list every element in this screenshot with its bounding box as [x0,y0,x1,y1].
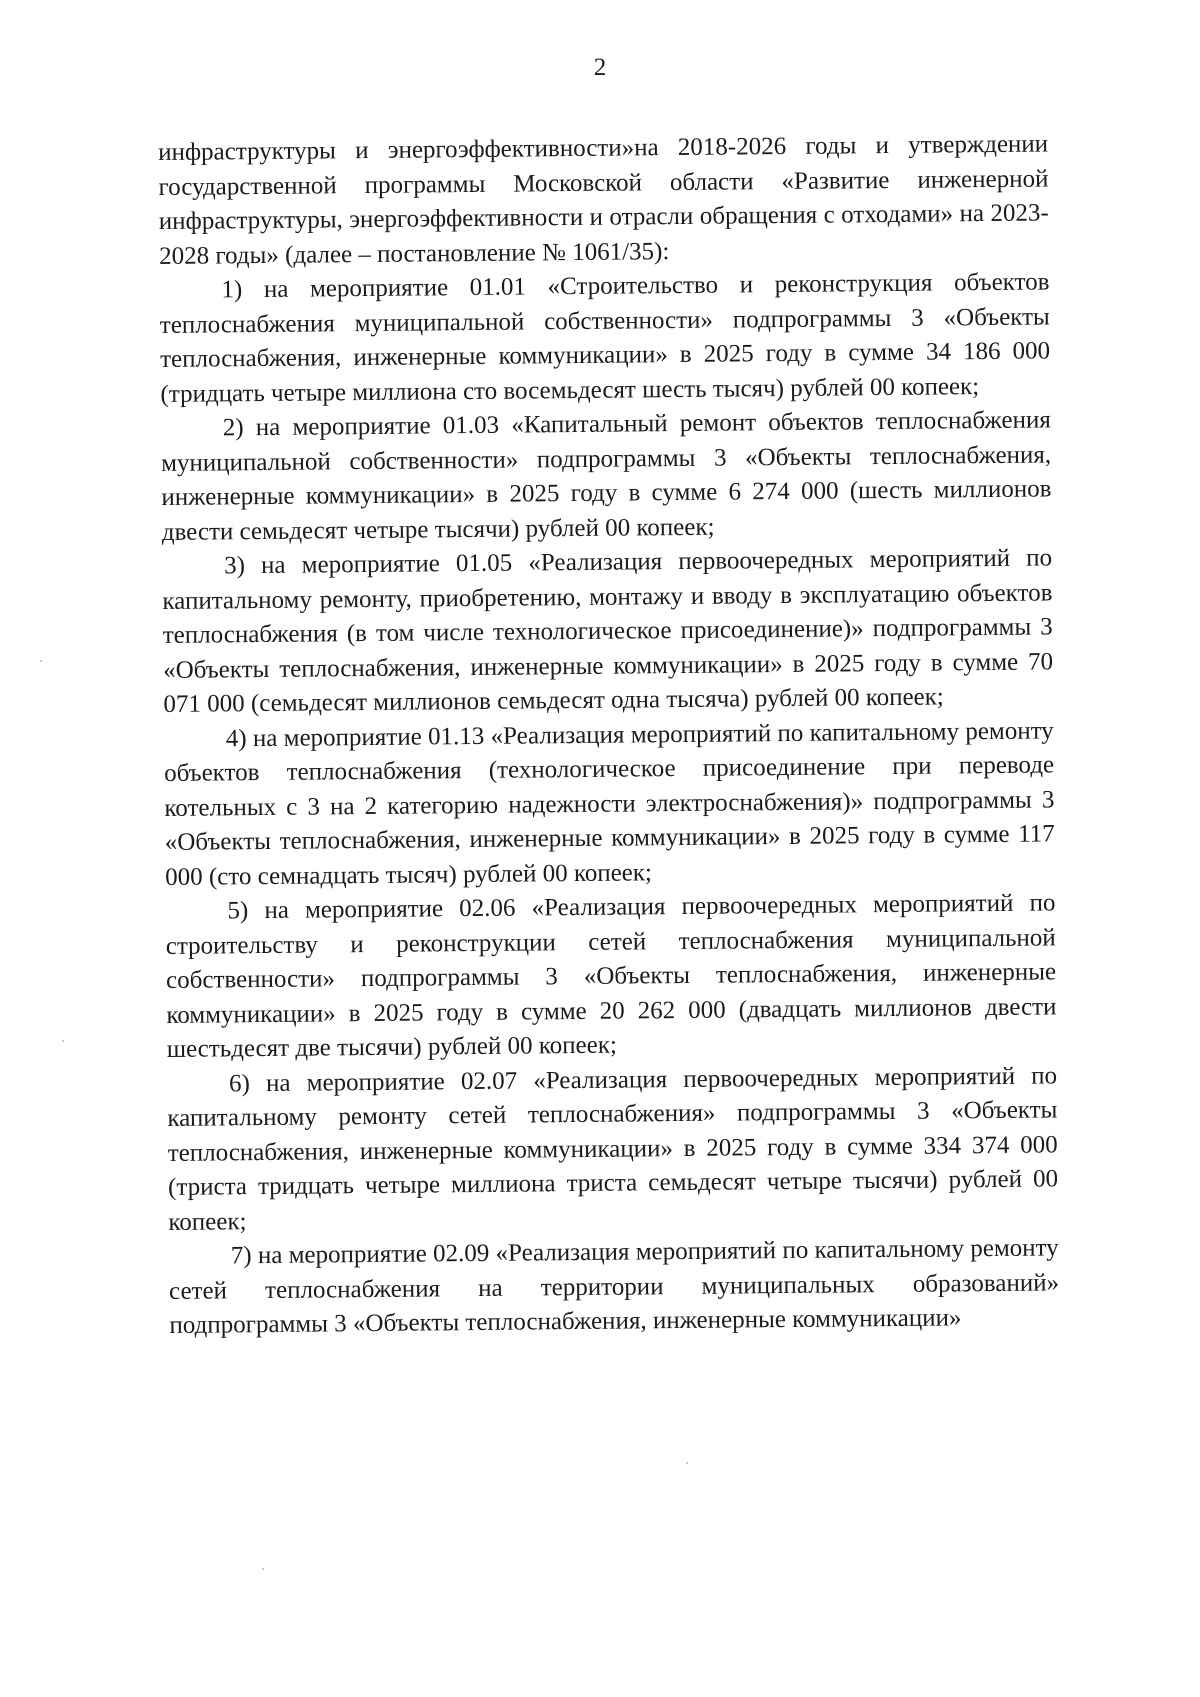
list-item-6: 6) на мероприятие 02.07 «Реализация первоочередных мероприятий по капитальному ремонту сетей теплоснабжения» подпрограммы 3 «Объекты теплоснабжения, инженерные коммуникации» в 2025 году в сумме 334 374 000 (триста тридцать четыре миллиона триста семьдесят четыре тысячи) рублей 00 копеек; [167,1061,1059,1236]
page-number: 2 [593,54,607,81]
body-text [158,127,1060,1343]
scan-speck [62,1040,64,1042]
scan-speck [40,660,42,662]
list-item-7: 7) на мероприятие 02.09 «Реализация мероприятий по капитальному ремонту сетей теплоснабжения на территории муниципальных образований» подпрограммы 3 «Объекты теплоснабжения, инженерные коммуникации» [168,1234,1060,1339]
list-item-3: 3) на мероприятие 01.05 «Реализация первоочередных мероприятий по капитальному ремонту, приобретению, монтажу и вводу в эксплуатацию объектов теплоснабжения (в том числе технологическое присоединение)» подпрограммы 3 «Объекты теплоснабжения, инженерные коммуникации» в 2025 году в сумме 70 071 000 (семьдесят миллионов семьдесят одна тысяча) рублей 00 копеек; [162,544,1054,718]
intro-paragraph: инфраструктуры и энергоэффективности»на 2018-2026 годы и утверждении государственной программы Московской области «Развитие инженерной инфраструктуры, энергоэффективности и отрасли обращения с отходами» на 2023-2028 годы» (далее – постановление № 1061/35): [158,130,1049,270]
scan-speck [686,1462,688,1464]
list-item-1: 1) на мероприятие 01.01 «Строительство и реконструкция объектов теплоснабжения муниципальной собственности» подпрограммы 3 «Объекты теплоснабжения, инженерные коммуникации» в 2025 году в сумме 34 186 000 (тридцать четыре миллиона сто восемьдесят шесть тысяч) рублей 00 копеек; [159,268,1051,408]
list-item-4: 4) на мероприятие 01.13 «Реализация мероприятий по капитальному ремонту объектов теплоснабжения (технологическое присоединение при переводе котельных с 3 на 2 категорию надежности электроснабжения)» подпрограммы 3 «Объекты теплоснабжения, инженерные коммуникации» в 2025 году в сумме 117 000 (сто семнадцать тысяч) рублей 00 копеек; [163,716,1055,891]
list-item-5: 5) на мероприятие 02.06 «Реализация первоочередных мероприятий по строительству и реконструкции сетей теплоснабжения муниципальной собственности» подпрограммы 3 «Объекты теплоснабжения, инженерные коммуникации» в 2025 году в сумме 20 262 000 (двадцать миллионов двести шестьдесят две тысячи) рублей 00 копеек; [165,889,1057,1063]
scan-speck [262,1568,264,1570]
list-item-2: 2) на мероприятие 01.03 «Капитальный ремонт объектов теплоснабжения муниципальной собственности» подпрограммы 3 «Объекты теплоснабжения, инженерные коммуникации» в 2025 году в сумме 6 274 000 (шесть миллионов двести семьдесят четыре тысячи) рублей 00 копеек; [161,406,1052,546]
